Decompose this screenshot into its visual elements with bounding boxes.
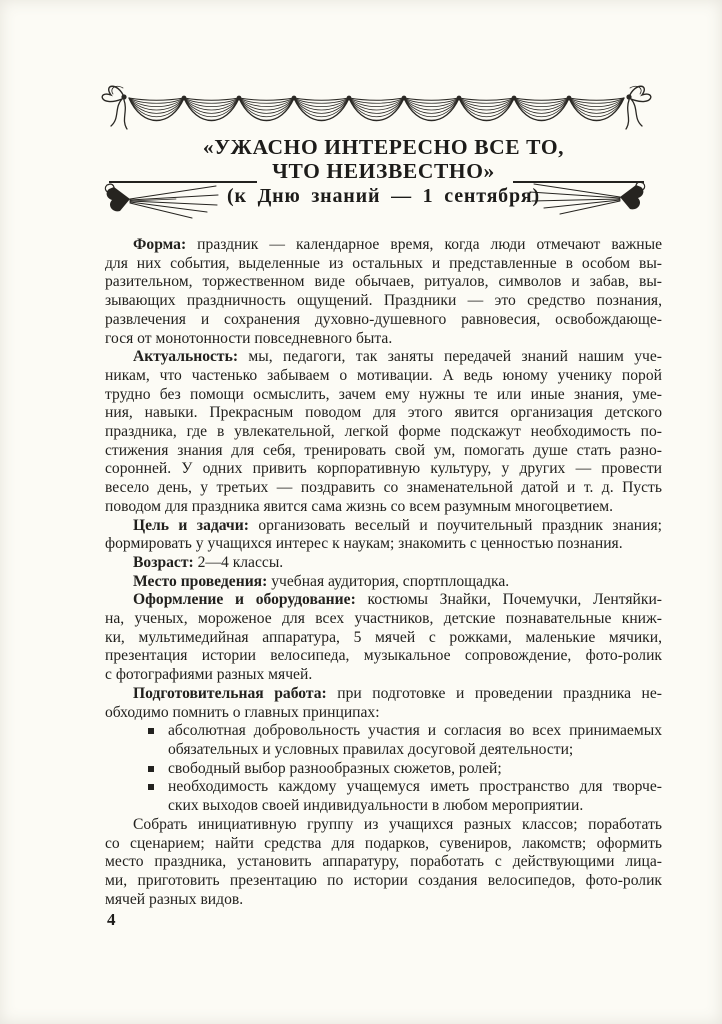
text-line: соронней. У одних привить корпоративную культуру, у других — провести — [105, 460, 662, 478]
bullet-icon — [148, 728, 154, 734]
text-line: обходимо помнить о главных принципах: — [105, 703, 380, 721]
text-line: Актуальность: мы, педагоги, так заняты передачей знаний нашим уче- — [133, 348, 662, 366]
text-line: обязательных и условных правилах досуговой деятельности; — [168, 740, 574, 758]
list-item — [105, 760, 662, 779]
text-line: Место проведения: учебная аудитория, спортплощадка. — [133, 572, 510, 590]
page-number: 4 — [107, 910, 116, 929]
paragraph — [105, 236, 662, 348]
text-line: абсолютная добровольность участия и согласия во всех принимаемых — [168, 722, 662, 740]
text-line: Цель и задачи: организовать веселый и поучительный праздник знания; — [133, 516, 662, 534]
text-line: гося от монотонности повседневного быта. — [105, 329, 393, 347]
bullet-icon — [148, 784, 154, 790]
text-line: ки, мультимедийная аппаратура, 5 мячей с рожками, маленькие мячики, — [105, 628, 662, 646]
text-line: ских выходов своей индивидуальности в любом мероприятии. — [168, 797, 584, 815]
text-line: место праздника, установить аппаратуру, поработать с действующими лица- — [105, 853, 662, 871]
text-line: формировать у учащихся интерес к наукам; знакомить с ценностью познания. — [105, 535, 623, 553]
paragraph — [105, 348, 662, 516]
paragraph — [105, 816, 662, 910]
paragraph-label: Актуальность: — [133, 348, 239, 366]
text-line: поводом для праздника явится сама жизнь со всем разумным многоцветием. — [105, 497, 614, 515]
text-line: разительном, торжественном виде обычаев, ритуалов, символов и забав, вы- — [105, 273, 662, 291]
text-line: стижения знания для себя, тренировать свой ум, помогать душе стать разно- — [105, 441, 662, 459]
text-line: Возраст: 2—4 классы. — [133, 553, 284, 571]
paragraph-label: Оформление и оборудование: — [133, 591, 356, 609]
page-subtitle: (к Дню знаний — 1 сентября) — [227, 185, 540, 207]
text-line: никам, что частенько забываем о мотивации. А ведь юному ученику порой — [105, 366, 662, 384]
paragraph-label: Место проведения: — [133, 572, 268, 590]
paragraph — [105, 517, 662, 554]
paragraph — [105, 573, 662, 592]
bullet-icon — [148, 766, 154, 772]
text-line: ми, приготовить презентацию по истории создания велосипедов, фото-ролик — [105, 871, 662, 889]
paragraph-label: Форма: — [133, 236, 187, 253]
text-line: для них события, выделенные из остальных и представленные в особом вы- — [105, 254, 662, 272]
text-line: ния, навыки. Прекрасным поводом для этого явится организация детского — [105, 404, 662, 422]
text-line: развлечения и сохранения духовно-душевного равновесия, освобождающе- — [105, 310, 662, 328]
body-text — [105, 236, 662, 909]
text-line: мячей разных видов. — [105, 890, 244, 908]
paragraph — [105, 554, 662, 573]
text-line: Форма: праздник — календарное время, когда люди отмечают важные — [133, 236, 662, 253]
text-line: со сценарием; найти средства для подарков, сувениров, лакомств; оформить — [105, 834, 662, 852]
page-title-line1: «УЖАСНО ИНТЕРЕСНО ВСЕ ТО, — [202, 135, 565, 159]
list-item — [105, 722, 662, 759]
text-line: праздника, где в увлекательной, легкой форме подскажут необходимость по- — [105, 423, 662, 441]
text-line: на, ученых, мороженое для всех участников, детские познавательные книж- — [105, 610, 662, 628]
garland-swag-border-icon — [93, 84, 659, 138]
text-line: свободный выбор разнообразных сюжетов, ролей; — [168, 759, 502, 777]
paragraph — [105, 591, 662, 685]
text-line: Собрать инициативную группу из учащихся разных классов; поработать — [133, 815, 662, 833]
text-line: с фотографиями разных мячей. — [105, 666, 313, 684]
list-item — [105, 778, 662, 815]
text-line: презентация истории велосипеда, музыкальное сопровождение, фото-ролик — [105, 647, 662, 665]
text-line: необходимость каждому учащемуся иметь пространство для творче- — [168, 778, 662, 796]
text-line: зывающих праздничность ощущений. Праздники — это средство познания, — [105, 292, 662, 310]
paragraph-label: Подготовительная работа: — [133, 684, 327, 702]
text-line: трудно без помощи осмыслить, зачем ему нужны те или иные знания, уме- — [105, 385, 662, 403]
page-title-line2: ЧТО НЕИЗВЕСТНО» — [272, 158, 495, 183]
paragraph-label: Возраст: — [133, 553, 194, 571]
text-line: Подготовительная работа: при подготовке и проведении праздника не- — [133, 684, 662, 702]
paragraph — [105, 685, 662, 722]
text-line: весело день, у третьих — поздравить со знаменательной датой и т. д. Пусть — [105, 479, 662, 497]
paragraph-label: Цель и задачи: — [133, 516, 249, 534]
page-title — [105, 136, 662, 183]
text-line: Оформление и оборудование: костюмы Знайки, Почемучки, Лентяйки- — [133, 591, 662, 609]
